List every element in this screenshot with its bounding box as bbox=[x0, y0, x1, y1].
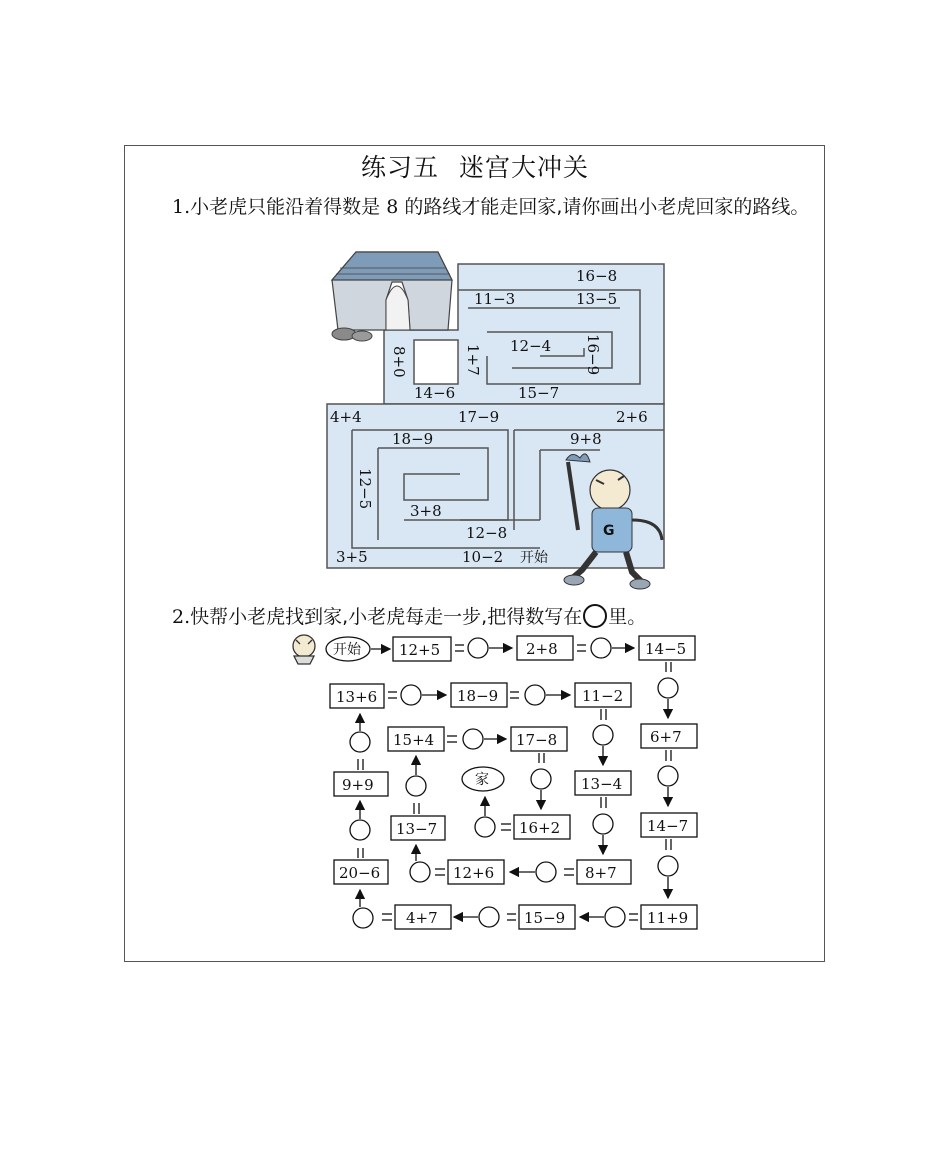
maze-label: 13−5 bbox=[576, 290, 618, 308]
flow-home-label: 家 bbox=[475, 772, 489, 788]
maze-label: 9+8 bbox=[570, 430, 602, 448]
doghouse-icon bbox=[332, 252, 452, 341]
flow-box: 11−2 bbox=[582, 687, 624, 705]
maze-label: 14−6 bbox=[414, 384, 456, 402]
q1-text-b: 的路线才能走回家,请你画出小老虎回家的路线。 bbox=[404, 196, 810, 218]
flow-box: 14−7 bbox=[647, 817, 689, 835]
q2-text-b: 里。 bbox=[608, 606, 647, 628]
maze-label: 17−9 bbox=[458, 408, 500, 426]
maze-label: 3+8 bbox=[410, 502, 442, 520]
maze-label: 4+4 bbox=[330, 408, 362, 426]
title-main: 练习五 bbox=[360, 153, 439, 182]
maze-label: 1+7 bbox=[464, 344, 482, 376]
flow-start-label: 开始 bbox=[333, 642, 361, 658]
flow-box: 4+7 bbox=[406, 909, 438, 927]
title-sub: 迷宫大冲关 bbox=[459, 153, 590, 182]
maze-label: 8+0 bbox=[390, 346, 408, 378]
flow-box: 14−5 bbox=[645, 640, 687, 658]
flow-box: 13+6 bbox=[336, 688, 378, 706]
q2-number: 2. bbox=[172, 606, 191, 628]
flow-box: 18−9 bbox=[457, 687, 499, 705]
flow-box: 16+2 bbox=[519, 819, 561, 837]
flow-box: 8+7 bbox=[585, 864, 617, 882]
q1-number: 1. bbox=[172, 196, 191, 218]
flow-box: 11+9 bbox=[647, 909, 689, 927]
flow-box: 20−6 bbox=[339, 864, 381, 882]
flow-box: 9+9 bbox=[342, 776, 374, 794]
maze-label: 12−8 bbox=[466, 524, 508, 542]
maze-label: 10−2 bbox=[462, 548, 504, 566]
maze-label: 12−4 bbox=[510, 337, 552, 355]
flow-box: 13−7 bbox=[396, 820, 438, 838]
tiger-head-icon bbox=[293, 635, 315, 664]
maze bbox=[327, 252, 664, 589]
maze-label: 2+6 bbox=[616, 408, 648, 426]
maze-label: 18−9 bbox=[392, 430, 434, 448]
flow-box: 15−9 bbox=[524, 909, 566, 927]
flow-box: 2+8 bbox=[526, 640, 558, 658]
q1-text-a: 小老虎只能沿着得数是 bbox=[190, 196, 381, 218]
q2-text-a: 快帮小老虎找到家,小老虎每走一步,把得数写在 bbox=[190, 606, 583, 628]
maze-label: 16−9 bbox=[584, 334, 602, 376]
maze-label: 15−7 bbox=[518, 384, 560, 402]
maze-label: 12−5 bbox=[356, 468, 374, 510]
maze-label: 11−3 bbox=[474, 290, 516, 308]
maze-label: 16−8 bbox=[576, 267, 618, 285]
flow-box: 6+7 bbox=[650, 728, 682, 746]
svg-text:G: G bbox=[603, 523, 615, 539]
flow-box: 12+5 bbox=[399, 641, 441, 659]
flow-box: 17−8 bbox=[516, 731, 558, 749]
q1-eight: 8 bbox=[386, 196, 399, 218]
maze-start-label: 开始 bbox=[520, 550, 548, 566]
flow-box: 12+6 bbox=[453, 864, 495, 882]
flow-box: 15+4 bbox=[393, 731, 435, 749]
flow-box: 13−4 bbox=[581, 775, 623, 793]
maze-label: 3+5 bbox=[336, 548, 368, 566]
